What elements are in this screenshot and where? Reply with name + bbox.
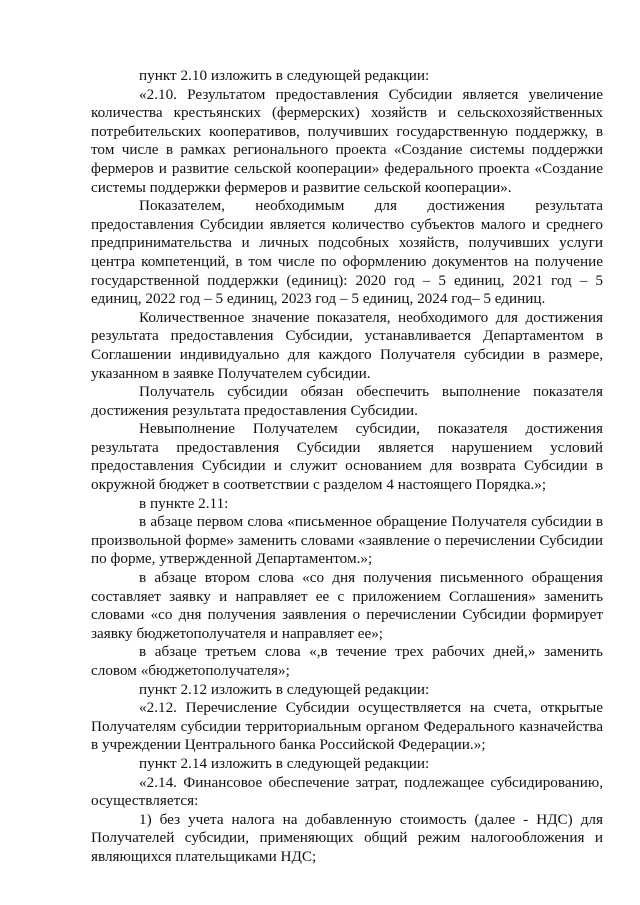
paragraph-clause-2-11-intro: в пункте 2.11: [139, 494, 229, 512]
paragraph-clause-2-10-intro: пункт 2.10 изложить в следующей редакции: [139, 67, 430, 84]
paragraph-indicator: Показателем, необходимым для достижения результата предоставления Субсидии является количество субъектов малого и среднего предпринимательства и личных подсобных хозяйств, получивших услуги центра компетенций, в том числе по оформлению документов на получение государственной поддержки (единиц): 2020 год – 5 единиц, 2021 год – 5 единиц, 2022 год – 5 единиц, 2023 год – 5 единиц, 2024 год– 5 единиц. [91, 197, 603, 308]
paragraph-clause-2-14-item-1: 1) без учета налога на добавленную стоимость (далее - НДС) для Получателей субсидии, применяющих общий режим налогообложения и являющихся плательщиками НДС; [91, 810, 603, 865]
paragraph-clause-2-12-text: «2.12. Перечисление Субсидии осуществляется на счета, открытые Получателям субсидии территориальным органом Федерального казначейства в учреждении Центрального банка Российской Федерации.»; [91, 699, 603, 754]
paragraph-clause-2-10-result: «2.10. Результатом предоставления Субсидии является увеличение количества крестьянских (фермерских) хозяйств и сельскохозяйственных потребительских кооперативов, получивших государственную поддержку, в том числе в рамках регионального проекта «Создание системы поддержки фермеров и развитие сельской кооперации» федерального проекта «Создание системы поддержки фермеров и развитие сельской кооперации». [91, 85, 603, 196]
paragraph-clause-2-14-intro: пункт 2.14 изложить в следующей редакции: [139, 754, 430, 772]
paragraph-indicator-value: Количественное значение показателя, необходимого для достижения результата предоставления Субсидии, устанавливается Департаментом в Соглашении индивидуально для каждого Получателя субсидии в размере, указанном в заявке Получателем субсидии. [91, 308, 603, 382]
paragraph-clause-2-14-text: «2.14. Финансовое обеспечение затрат, подлежащее субсидированию, осуществляется: [91, 773, 603, 810]
paragraph-clause-2-12-intro: пункт 2.12 изложить в следующей редакции: [139, 680, 430, 698]
paragraph-clause-2-11-first: в абзаце первом слова «письменное обращение Получателя субсидии в произвольной форме» заменить словами «заявление о перечислении Субсидии по форме, утвержденной Департаментом.»; [91, 513, 603, 568]
paragraph-clause-2-11-third: в абзаце третьем слова «,в течение трех рабочих дней,» заменить словом «бюджетополучателя»; [91, 643, 603, 679]
paragraph-recipient-obligation: Получатель субсидии обязан обеспечить выполнение показателя достижения результата предоставления Субсидии. [91, 383, 603, 419]
paragraph-non-fulfillment: Невыполнение Получателем субсидии, показателя достижения результата предоставления Субсидии является нарушением условий предоставления Субсидии и служит основанием для возврата Субсидии в окружной бюджет в соответствии с разделом 4 настоящего Порядка.»; [91, 420, 603, 494]
paragraph-clause-2-11-second: в абзаце втором слова «со дня получения письменного обращения составляет заявку и направляет ее с приложением Соглашения» заменить словами «со дня получения заявления о перечислении Субсидии формирует заявку бюджетополучателя и направляет ее»; [91, 569, 603, 642]
